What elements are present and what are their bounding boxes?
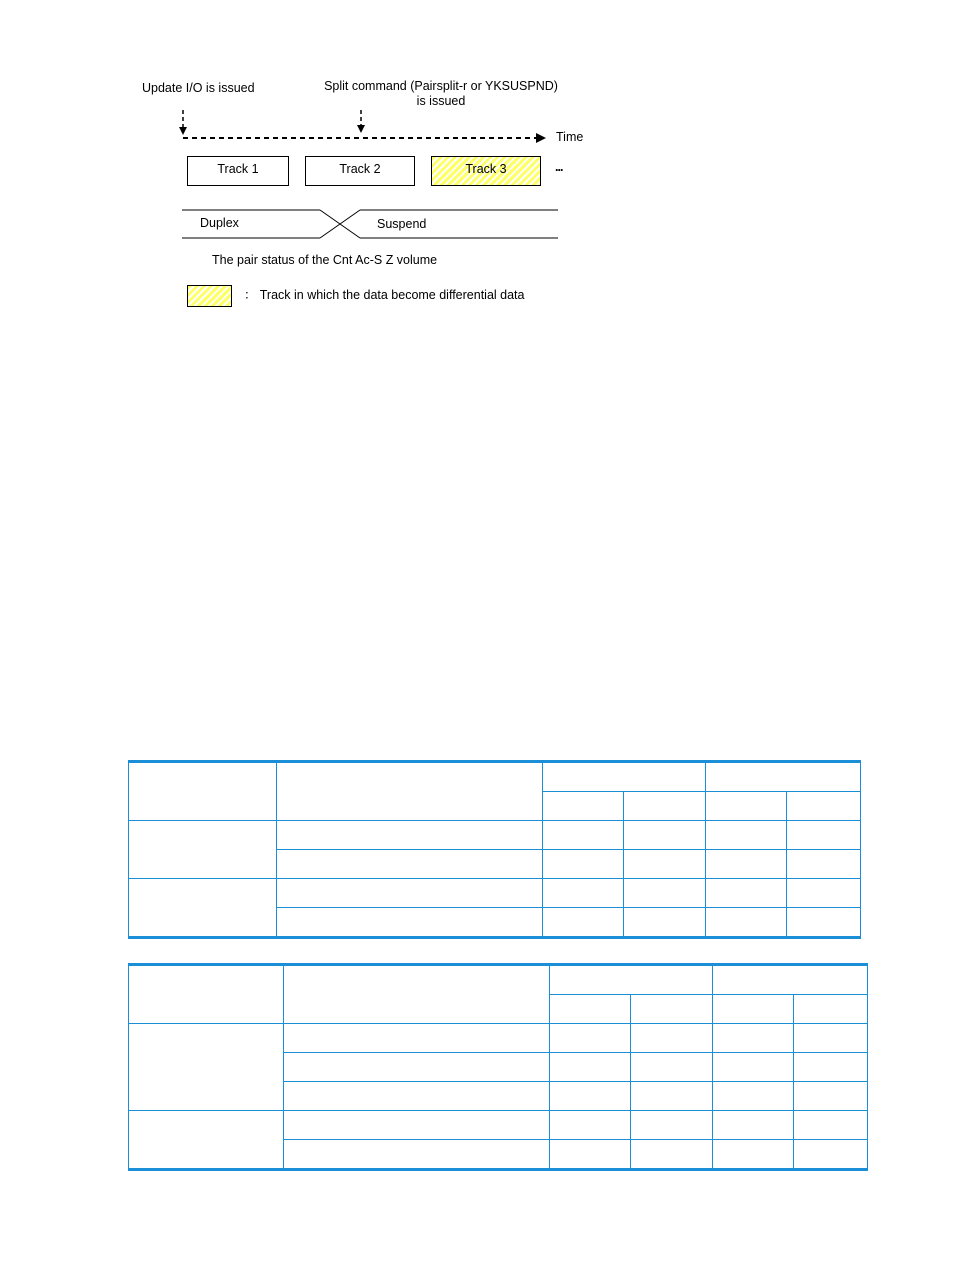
table-cell bbox=[713, 965, 868, 995]
table-cell bbox=[284, 1111, 550, 1140]
table-cell bbox=[713, 1053, 794, 1082]
table-cell bbox=[624, 821, 706, 850]
table-cell bbox=[794, 1111, 868, 1140]
table-cell bbox=[631, 1082, 713, 1111]
track-2-box bbox=[305, 156, 415, 186]
table-cell bbox=[550, 1111, 631, 1140]
table-cell bbox=[129, 879, 277, 938]
legend-swatch bbox=[187, 285, 232, 307]
table-cell bbox=[787, 908, 861, 938]
table-cell bbox=[550, 1140, 631, 1170]
table-cell bbox=[706, 792, 787, 821]
table-cell bbox=[129, 821, 277, 879]
table-cell bbox=[631, 1111, 713, 1140]
table-cell bbox=[787, 850, 861, 879]
table-cell bbox=[794, 1140, 868, 1170]
table-cell bbox=[794, 995, 868, 1024]
table-cell bbox=[277, 879, 543, 908]
table-cell bbox=[631, 995, 713, 1024]
table-cell bbox=[550, 995, 631, 1024]
table-cell bbox=[794, 1082, 868, 1111]
table-cell bbox=[129, 1111, 284, 1170]
split-command-line1: Split command (Pairsplit-r or YKSUSPND) bbox=[324, 79, 558, 93]
table-cell bbox=[129, 1024, 284, 1111]
table-cell bbox=[787, 792, 861, 821]
pair-status-caption: The pair status of the Cnt Ac-S Z volume bbox=[212, 253, 438, 267]
table-cell bbox=[706, 908, 787, 938]
table-cell bbox=[284, 1024, 550, 1053]
table-cell bbox=[543, 792, 624, 821]
table-cell bbox=[631, 1024, 713, 1053]
table-cell bbox=[794, 1024, 868, 1053]
table-cell bbox=[713, 995, 794, 1024]
table-cell bbox=[284, 1053, 550, 1082]
table-cell bbox=[129, 965, 284, 1024]
table-cell bbox=[713, 1082, 794, 1111]
table-cell bbox=[713, 1140, 794, 1170]
table-cell bbox=[631, 1053, 713, 1082]
table-cell bbox=[550, 1082, 631, 1111]
table-1 bbox=[128, 760, 861, 939]
suspend-label: Suspend bbox=[377, 217, 427, 231]
table-cell bbox=[543, 821, 624, 850]
table-cell bbox=[706, 762, 861, 792]
table-cell bbox=[624, 850, 706, 879]
table-cell bbox=[543, 879, 624, 908]
table-cell bbox=[284, 1082, 550, 1111]
table-2 bbox=[128, 963, 868, 1171]
table-row bbox=[129, 821, 861, 850]
table-cell bbox=[713, 1111, 794, 1140]
update-io-label: Update I/O is issued bbox=[142, 81, 255, 95]
table-cell bbox=[550, 965, 713, 995]
table-cell bbox=[706, 850, 787, 879]
table-row bbox=[129, 879, 861, 908]
track-3-label: Track 3 bbox=[465, 162, 507, 176]
table-cell bbox=[550, 1053, 631, 1082]
table-cell bbox=[129, 762, 277, 821]
track-2-label: Track 2 bbox=[339, 162, 381, 176]
time-axis-graphic bbox=[0, 0, 954, 260]
table-cell bbox=[624, 879, 706, 908]
table-row bbox=[129, 1111, 868, 1140]
table-cell bbox=[550, 1024, 631, 1053]
table-cell bbox=[706, 821, 787, 850]
table-cell bbox=[631, 1140, 713, 1170]
time-label: Time bbox=[556, 130, 584, 144]
table-cell bbox=[543, 908, 624, 938]
table-cell bbox=[543, 762, 706, 792]
table-cell bbox=[624, 908, 706, 938]
table-cell bbox=[543, 850, 624, 879]
table-cell bbox=[284, 1140, 550, 1170]
track-1-box bbox=[187, 156, 289, 186]
table-cell bbox=[713, 1024, 794, 1053]
table-cell bbox=[624, 792, 706, 821]
table-cell bbox=[787, 821, 861, 850]
track-1-label: Track 1 bbox=[217, 162, 259, 176]
duplex-label: Duplex bbox=[200, 216, 239, 230]
split-command-line2: is issued bbox=[416, 94, 466, 108]
table-cell bbox=[277, 850, 543, 879]
track-3-box bbox=[431, 156, 541, 186]
table-cell bbox=[277, 762, 543, 821]
table-cell bbox=[277, 821, 543, 850]
table-cell bbox=[284, 965, 550, 1024]
table-cell bbox=[706, 879, 787, 908]
table-cell bbox=[277, 908, 543, 938]
table-cell bbox=[794, 1053, 868, 1082]
more-tracks-ellipsis: ... bbox=[555, 160, 563, 174]
table-cell bbox=[787, 879, 861, 908]
legend-text: ： Track in which the data become differential data bbox=[244, 288, 525, 302]
table-row bbox=[129, 965, 868, 995]
table-row bbox=[129, 762, 861, 792]
table-row bbox=[129, 1024, 868, 1053]
